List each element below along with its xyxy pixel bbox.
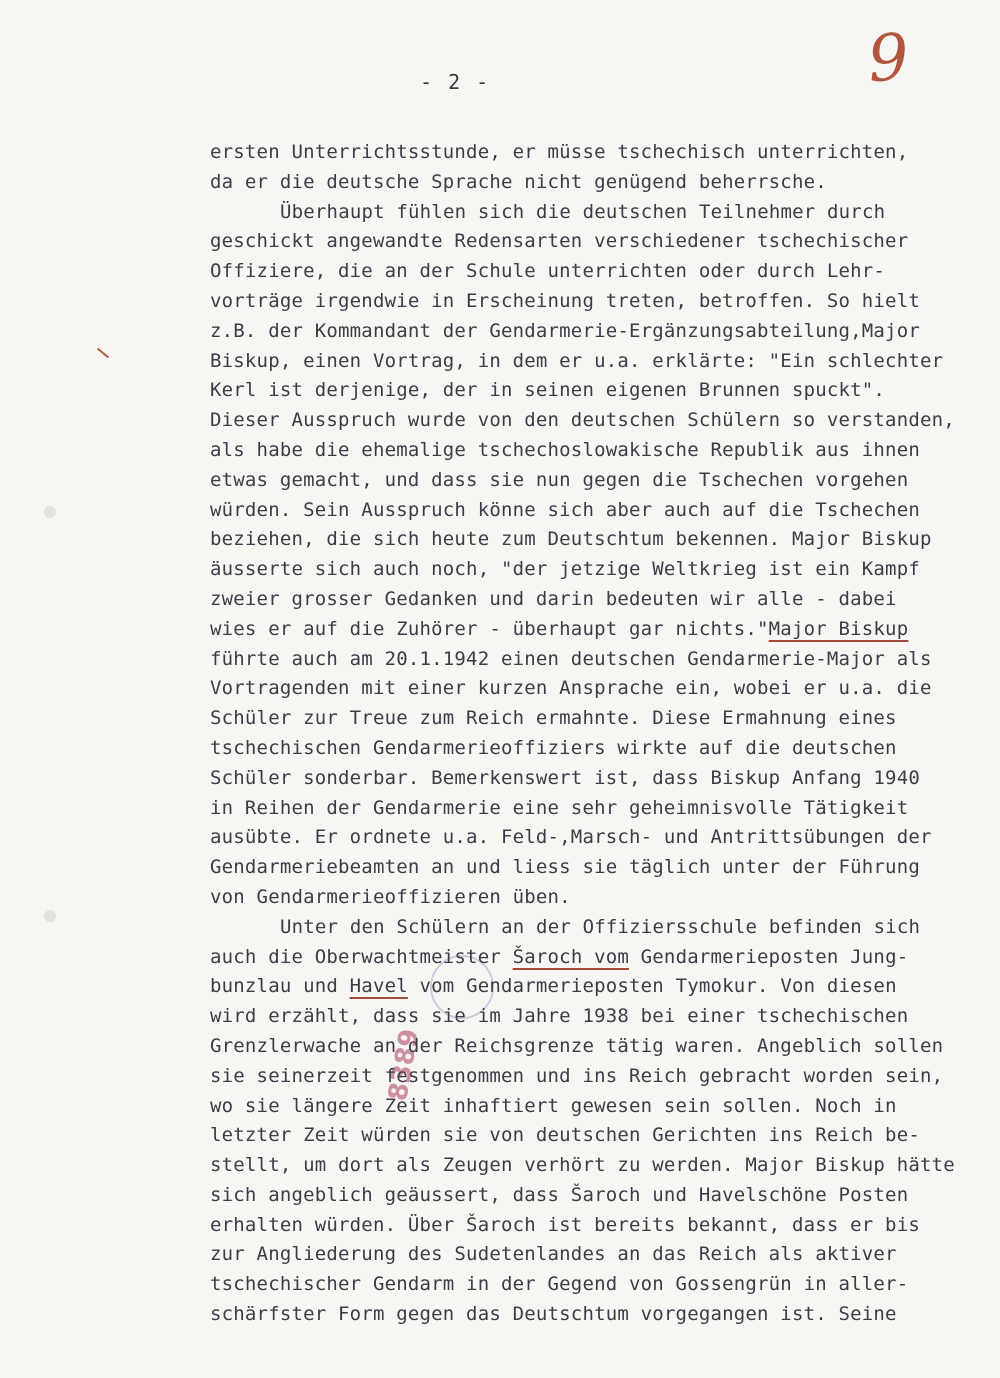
text-line: Unter den Schülern an der Offiziersschule befinden sich xyxy=(280,915,921,938)
text-line: Dieser Ausspruch wurde von den deutschen Schülern so verstanden, xyxy=(210,409,955,432)
text-line: äusserte sich auch noch, "der jetzige Weltkrieg ist ein Kampf xyxy=(210,558,920,581)
punch-hole xyxy=(44,506,56,518)
underlined-name: Major Biskup xyxy=(768,617,909,640)
text-line: tschechischer Gendarm in der Gegend von Gossengrün in aller- xyxy=(210,1273,909,1296)
text-line: von Gendarmerieoffizieren üben. xyxy=(210,885,571,908)
text-line: als habe die ehemalige tschechoslowakische Republik aus ihnen xyxy=(210,438,920,461)
text-line: Grenzlerwache an der Reichsgrenze tätig waren. Angeblich sollen xyxy=(210,1034,944,1057)
text-line: zweier grosser Gedanken und darin bedeuten wir alle - dabei xyxy=(210,587,897,610)
text-line: Überhaupt fühlen sich die deutschen Teilnehmer durch xyxy=(280,200,886,223)
text-line: Kerl ist derjenige, der in seinen eigenen Brunnen spuckt". xyxy=(210,379,886,402)
line-segment: auch die Oberwachtmeister xyxy=(210,945,513,968)
text-line: sie seinerzeit festgenommen und ins Reich gebracht worden sein, xyxy=(210,1064,944,1087)
text-line: geschickt angewandte Redensarten verschiedener tschechischer xyxy=(210,230,909,253)
text-line: zur Angliederung des Sudetenlandes an das Reich als aktiver xyxy=(210,1243,897,1266)
text-line: sich angeblich geäussert, dass Šaroch und Havelschöne Posten xyxy=(210,1183,909,1206)
text-line: wo sie längere Zeit inhaftiert gewesen sein sollen. Noch in xyxy=(210,1094,897,1117)
text-line: würden. Sein Ausspruch könne sich aber auch auf die Tschechen xyxy=(210,498,920,521)
typed-body-text xyxy=(210,138,980,1330)
underlined-name: Havel xyxy=(349,975,408,998)
text-line: etwas gemacht, und dass sie nun gegen die Tschechen vorgehen xyxy=(210,468,909,491)
text-line: tschechischen Gendarmerieoffiziers wirkte auf die deutschen xyxy=(210,736,897,759)
text-line: in Reihen der Gendarmerie eine sehr geheimnisvolle Tätigkeit xyxy=(210,796,909,819)
text-line: da er die deutsche Sprache nicht genügend beherrsche. xyxy=(210,170,827,193)
text-line xyxy=(210,972,980,1002)
punch-hole xyxy=(44,910,56,922)
text-line: führte auch am 20.1.1942 einen deutschen Gendarmerie-Major als xyxy=(210,647,932,670)
text-line: stellt, um dort als Zeugen verhört zu werden. Major Biskup hätte xyxy=(210,1154,955,1177)
underlined-name: Šaroch vom xyxy=(512,945,630,968)
text-line: beziehen, die sich heute zum Deutschtum bekennen. Major Biskup xyxy=(210,528,932,551)
text-line: Vortragenden mit einer kurzen Ansprache ein, wobei er u.a. die xyxy=(210,677,932,700)
page-number: - 2 - xyxy=(420,70,491,94)
text-line: schärfster Form gegen das Deutschtum vorgegangen ist. Seine xyxy=(210,1303,897,1326)
line-segment: vom Gendarmerieposten Tymokur. Von diesen xyxy=(407,975,897,998)
line-segment: bunzlau und xyxy=(210,975,350,998)
line-segment: wies er auf die Zuhörer - überhaupt gar nichts." xyxy=(210,617,769,640)
stamp-number: 8389 xyxy=(383,1026,426,1104)
text-line xyxy=(210,943,980,973)
text-line: Biskup, einen Vortrag, in dem er u.a. erklärte: "Ein schlechter xyxy=(210,349,944,372)
text-line: Gendarmeriebeamten an und liess sie täglich unter der Führung xyxy=(210,856,920,879)
text-line: letzter Zeit würden sie von deutschen Gerichten ins Reich be- xyxy=(210,1124,920,1147)
text-line: wird erzählt, dass sie im Jahre 1938 bei einer tschechischen xyxy=(210,1005,909,1028)
line-segment: Gendarmerieposten Jung- xyxy=(629,945,909,968)
text-line: Schüler zur Treue zum Reich ermahnte. Diese Ermahnung eines xyxy=(210,707,897,730)
handwritten-folio-number: 9 xyxy=(865,20,912,98)
text-line: erhalten würden. Über Šaroch ist bereits bekannt, dass er bis xyxy=(210,1213,920,1236)
margin-mark xyxy=(97,348,109,359)
text-line: Schüler sonderbar. Bemerkenswert ist, dass Biskup Anfang 1940 xyxy=(210,766,920,789)
text-line xyxy=(210,615,980,645)
text-line: Offiziere, die an der Schule unterrichten oder durch Lehr- xyxy=(210,260,886,283)
text-line: ausübte. Er ordnete u.a. Feld-,Marsch- und Antrittsübungen der xyxy=(210,826,932,849)
text-line: z.B. der Kommandant der Gendarmerie-Ergänzungsabteilung,Major xyxy=(210,319,920,342)
text-line: vorträge irgendwie in Erscheinung treten, betroffen. So hielt xyxy=(210,289,920,312)
text-line: ersten Unterrichtsstunde, er müsse tschechisch unterrichten, xyxy=(210,141,909,163)
